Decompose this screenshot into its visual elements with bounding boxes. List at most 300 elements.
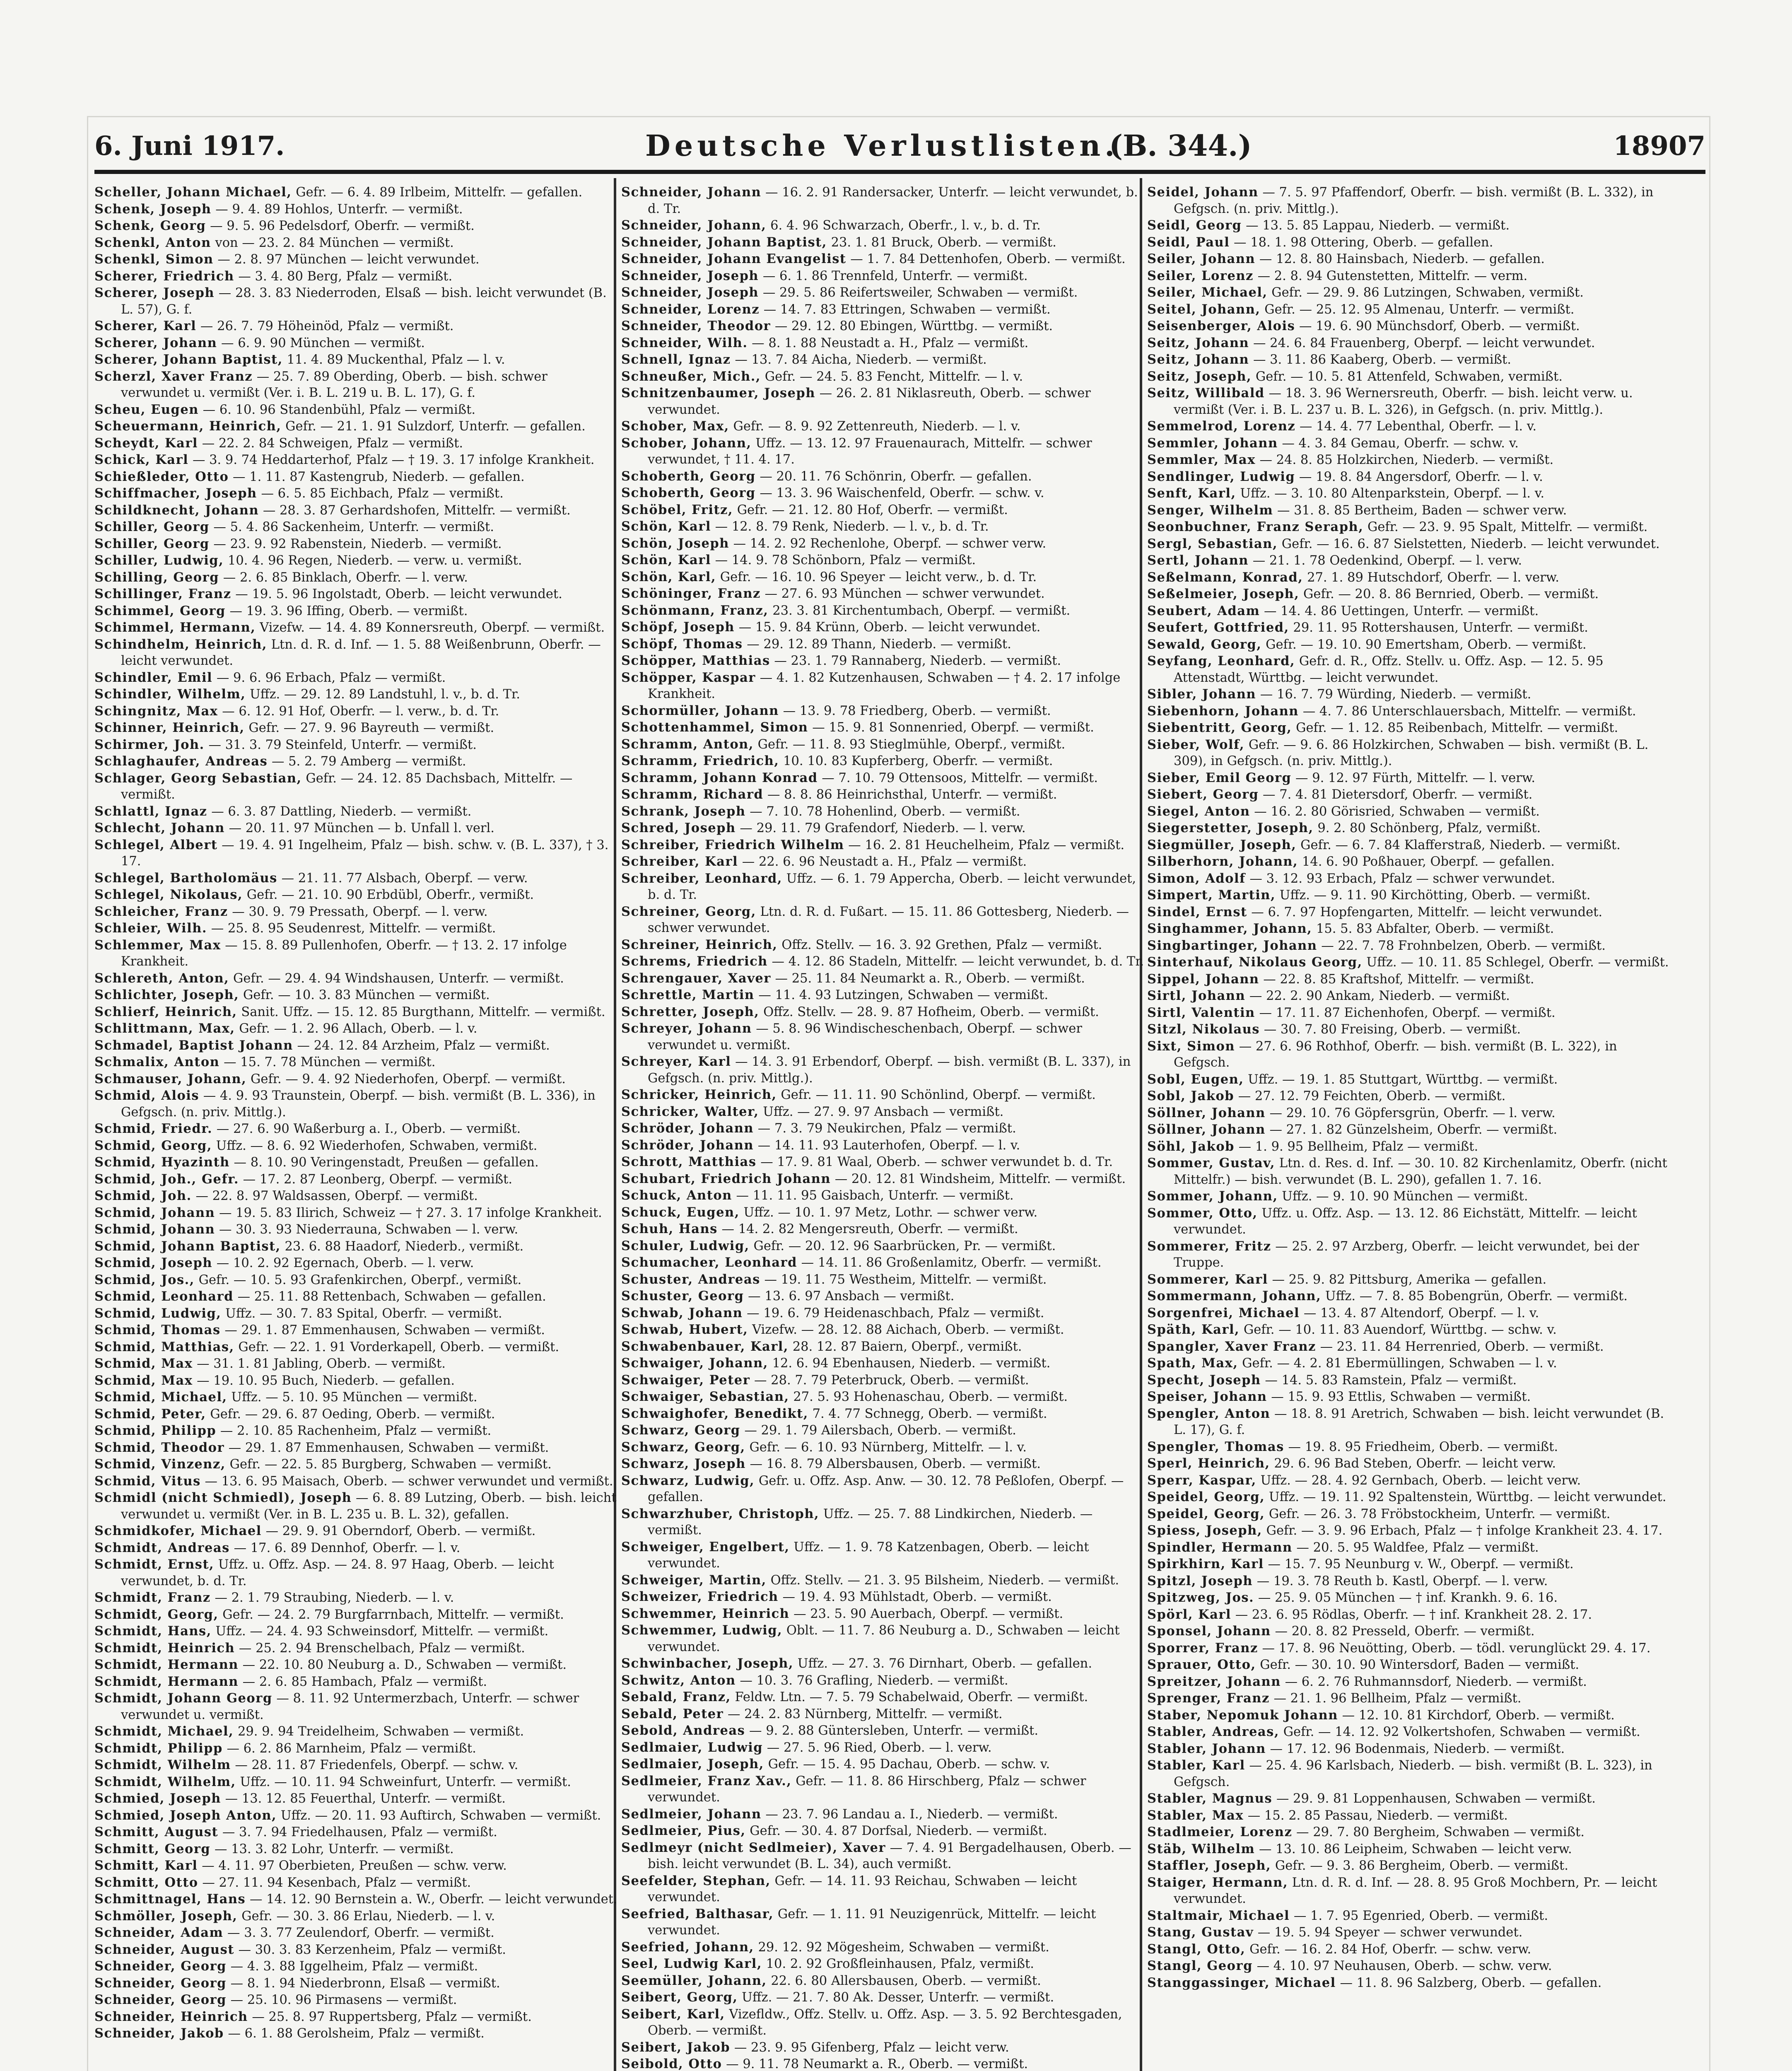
entry-details: — 4. 3. 88 Iggelheim, Pfalz — vermißt. (230, 1959, 478, 1974)
entry-details: — 20. 11. 97 München — b. Unfall l. verl. (229, 821, 494, 835)
casualty-entry (621, 485, 1145, 502)
entry-details: — 22. 7. 78 Frohnbelzen, Oberb. — vermißt. (1321, 938, 1606, 953)
casualty-entry (94, 1406, 618, 1423)
entry-name: Spangler, Xaver Franz (1147, 1339, 1316, 1354)
entry-details: — 23. 7. 96 Landau a. I., Niederb. — vermißt. (765, 1807, 1058, 1822)
entry-details: Gefr. — 16. 6. 87 Sielstetten, Niederb. — leicht verwundet. (1281, 536, 1660, 551)
entry-details: Gefr. — 14. 12. 92 Volkertshofen, Schwaben — vermißt. (1283, 1725, 1640, 1739)
casualty-entry (94, 251, 618, 268)
entry-name: Schwab, Hubert, (621, 1322, 748, 1337)
entry-details: — 30. 3. 83 Kerzenheim, Pfalz — vermißt. (238, 1942, 506, 1957)
entry-details: Gefr. — 11. 8. 86 Hirschberg, Pfalz — schwer verwundet. (648, 1774, 1086, 1805)
entry-name: Siegerstetter, Joseph, (1147, 821, 1314, 835)
entry-details: — 15. 8. 89 Pullenhofen, Oberfr. — † 13. 2. 17 infolge Krankheit. (121, 938, 567, 969)
entry-name: Schretter, Joseph, (621, 1004, 760, 1019)
entry-details: — 14. 12. 90 Bernstein a. W., Oberfr. — leicht verwundet. (249, 1892, 617, 1907)
casualty-entry (1147, 1205, 1671, 1238)
entry-name: Schlittmann, Max, (94, 1021, 235, 1036)
entry-name: Schwemmer, Ludwig, (621, 1623, 783, 1638)
casualty-entry (621, 1004, 1145, 1021)
casualty-entry (1147, 234, 1671, 251)
entry-name: Schneider, Heinrich (94, 2009, 248, 2024)
casualty-entry (94, 737, 618, 753)
casualty-entry (1147, 1607, 1671, 1623)
casualty-entry (1147, 1339, 1671, 1355)
entry-name: Schmauser, Johann, (94, 1071, 247, 1086)
casualty-entry (621, 1104, 1145, 1120)
entry-name: Schwitz, Anton (621, 1673, 736, 1688)
entry-details: — 18. 8. 91 Aretrich, Schwaben — bish. leicht verwundet (B. L. 17), G. f. (1174, 1406, 1664, 1437)
casualty-entry (1147, 1355, 1671, 1372)
casualty-entry (94, 1858, 618, 1874)
entry-details: Gefr. — 6. 7. 84 Klafferstraß, Niederb. — vermißt. (1300, 838, 1621, 852)
entry-details: Uffz. — 19. 1. 85 Stuttgart, Württbg. — vermißt. (1248, 1072, 1558, 1087)
entry-name: Schmidt, Philipp (94, 1740, 223, 1756)
entry-details: — 13. 9. 78 Friedberg, Oberb. — vermißt. (783, 703, 1051, 718)
entry-name: Schwarz, Georg (621, 1423, 740, 1438)
entry-details: Gefr. — 6. 4. 89 Irlbeim, Mittelfr. — gefallen. (296, 185, 583, 200)
entry-details: — 21. 1. 78 Oedenkind, Oberpf. — l. verw. (1252, 553, 1522, 568)
entry-name: Schneider, Wilh. (621, 335, 748, 350)
casualty-entry (1147, 1924, 1671, 1941)
entry-details: — 19. 5. 96 Ingolstadt, Oberb. — leicht verwundet. (235, 587, 562, 601)
casualty-entry (621, 435, 1145, 468)
entry-details: — 29. 7. 80 Bergheim, Schwaben — vermißt. (1296, 1825, 1585, 1839)
casualty-entry (1147, 1958, 1671, 1974)
casualty-entry (621, 385, 1145, 418)
entry-details: — 10. 2. 92 Egernach, Oberb. — l. verw. (216, 1256, 474, 1270)
entry-name: Schrott, Matthias (621, 1154, 757, 1169)
entry-details: — 15. 9. 81 Sonnenried, Oberpf. — vermißt. (812, 720, 1094, 735)
casualty-entry (94, 1356, 618, 1372)
entry-name: Schramm, Johann Konrad (621, 770, 818, 785)
entry-name: Schreiber, Leonhard, (621, 871, 782, 886)
casualty-entry (1147, 1523, 1671, 1539)
entry-name: Schmidt, Michael, (94, 1724, 234, 1739)
entry-name: Schiller, Georg (94, 536, 210, 551)
entry-details: — 7. 4. 81 Dietersdorf, Oberfr. — vermißt. (1263, 787, 1533, 802)
casualty-entry (94, 670, 618, 686)
entry-name: Seitz, Johann (1147, 352, 1249, 367)
entry-name: Schmidt, Johann Georg (94, 1691, 273, 1706)
casualty-entry (621, 1989, 1145, 2006)
casualty-entry (621, 2056, 1145, 2071)
entry-name: Senft, Karl, (1147, 486, 1236, 501)
entry-details: 23. 1. 81 Bruck, Oberb. — vermißt. (831, 235, 1056, 250)
casualty-entry (1147, 485, 1671, 502)
entry-details: Gefr. — 10. 3. 83 München — vermißt. (243, 988, 490, 1002)
entry-name: Schumacher, Leonhard (621, 1255, 797, 1270)
entry-details: Uffz. — 13. 12. 97 Frauenaurach, Mittelfr. — schwer verwundet, † 11. 4. 17. (648, 436, 1092, 467)
entry-details: — 7. 3. 79 Neukirchen, Pfalz — vermißt. (757, 1121, 1016, 1136)
entry-name: Schmid, Peter, (94, 1406, 206, 1422)
entry-details: — 4. 10. 97 Neuhausen, Oberb. — schw. verw. (1257, 1959, 1552, 1973)
casualty-entry (94, 1038, 618, 1054)
entry-name: Sobl, Eugen, (1147, 1072, 1244, 1087)
entry-details: — 12. 8. 79 Renk, Niederb. — l. v., b. d. Tr. (715, 519, 989, 534)
casualty-entry (621, 318, 1145, 335)
entry-details: — 2. 6. 85 Binklach, Oberfr. — l. verw. (223, 570, 468, 585)
casualty-entry (94, 920, 618, 937)
entry-name: Schneider, August (94, 1942, 234, 1957)
entry-details: Gefr. — 11. 8. 93 Stieglmühle, Oberpf., vermißt. (757, 737, 1066, 752)
casualty-entry (1147, 1072, 1671, 1088)
entry-details: — 22. 2. 84 Schweigen, Pfalz — vermißt. (202, 436, 463, 451)
entry-name: Sieber, Emil Georg (1147, 770, 1292, 785)
casualty-entry (621, 2040, 1145, 2056)
entry-name: Sperr, Kaspar, (1147, 1472, 1257, 1488)
entry-details: — 27. 6. 96 Rothhof, Oberfr. — bish. vermißt (B. L. 322), in Gefgsch. (1174, 1039, 1617, 1070)
entry-details: — 20. 5. 95 Waldfee, Pfalz — vermißt. (1296, 1540, 1539, 1555)
entry-details: — 30. 7. 80 Freising, Oberb. — vermißt. (1264, 1022, 1521, 1037)
entry-details: — 19. 5. 94 Speyer — schwer verwundet. (1257, 1925, 1523, 1940)
entry-details: — 19. 4. 91 Ingelheim, Pfalz — bish. schw. v. (B. L. 337), † 3. 17. (121, 838, 609, 869)
casualty-entry (621, 1389, 1145, 1405)
casualty-entry (1147, 318, 1671, 335)
casualty-entry (621, 970, 1145, 987)
entry-name: Semmelrod, Lorenz (1147, 419, 1296, 434)
casualty-entry (94, 218, 618, 234)
casualty-entry (94, 352, 618, 368)
entry-name: Schwemmer, Heinrich (621, 1606, 790, 1621)
entry-details: — 11. 8. 96 Salzberg, Oberb. — gefallen. (1340, 1975, 1602, 1990)
entry-name: Schneider, Georg (94, 1959, 227, 1974)
entry-details: — 3. 4. 80 Berg, Pfalz — vermißt. (238, 269, 453, 284)
entry-name: Simon, Adolf (1147, 871, 1246, 886)
entry-details: — 11. 11. 95 Gaisbach, Unterfr. — vermißt. (736, 1188, 1014, 1203)
entry-details: — 25. 9. 05 München — † inf. Krankh. 9. 6. 16. (1258, 1591, 1558, 1605)
entry-name: Schramm, Richard (621, 787, 764, 802)
entry-details: Uffz. — 5. 10. 95 München — vermißt. (231, 1390, 478, 1405)
entry-details: — 9. 5. 96 Pedelsdorf, Oberfr. — vermißt. (210, 219, 475, 233)
entry-details: — 29. 10. 76 Göpfersgrün, Oberfr. — l. verw. (1269, 1105, 1556, 1120)
casualty-entry (1147, 1139, 1671, 1155)
entry-details: Uffz. — 25. 7. 88 Lindkirchen, Niederb. — vermißt. (648, 1506, 1093, 1538)
casualty-entry (94, 1891, 618, 1908)
casualty-entry (621, 1154, 1145, 1171)
entry-details: — 14. 11. 93 Lauterhofen, Oberpf. — l. v. (757, 1138, 1020, 1153)
entry-details: Gefr. — 20. 12. 96 Saarbrücken, Pr. — vermißt. (753, 1238, 1056, 1253)
casualty-entry (621, 335, 1145, 352)
entry-details: — 23. 6. 95 Rödlas, Oberfr. — † inf. Krankheit 28. 2. 17. (1235, 1607, 1592, 1622)
entry-details: — 23. 1. 79 Rannaberg, Niederb. — vermißt. (774, 654, 1061, 668)
casualty-entry (94, 1289, 618, 1305)
casualty-entry (94, 1054, 618, 1071)
entry-name: Sponsel, Johann (1147, 1624, 1271, 1639)
entry-details: — 2. 8. 97 München — leicht verwundet. (217, 252, 480, 267)
casualty-entry (1147, 1088, 1671, 1105)
entry-name: Seitel, Johann, (1147, 302, 1261, 317)
entry-name: Schmidt, Heinrich (94, 1640, 235, 1656)
entry-name: Schreyer, Johann (621, 1021, 752, 1036)
casualty-entry (94, 1088, 618, 1120)
casualty-entry (621, 369, 1145, 385)
entry-name: Schrengauer, Xaver (621, 970, 771, 986)
casualty-entry (1147, 1389, 1671, 1405)
casualty-entry (1147, 1841, 1671, 1858)
casualty-entry (1147, 737, 1671, 770)
casualty-entry (621, 1656, 1145, 1672)
casualty-entry (621, 418, 1145, 435)
entry-details: — 5. 8. 96 Windischeschenbach, Oberpf. — schwer verwundet u. vermißt. (648, 1021, 1082, 1052)
entry-name: Sedlmaier, Joseph, (621, 1757, 764, 1772)
entry-name: Schmidt, Ernst, (94, 1557, 215, 1572)
entry-name: Sommerer, Karl (1147, 1272, 1268, 1287)
casualty-entry (94, 485, 618, 502)
entry-name: Schmidt, Georg, (94, 1607, 219, 1622)
casualty-entry (1147, 1707, 1671, 1724)
entry-details: — 9. 12. 97 Fürth, Mittelfr. — l. verw. (1295, 770, 1536, 785)
entry-name: Scherer, Karl (94, 319, 197, 333)
entry-name: Schoberth, Georg (621, 468, 756, 484)
entry-name: Söllner, Johann (1147, 1122, 1266, 1137)
entry-name: Schenkl, Simon (94, 252, 214, 267)
casualty-entry (1147, 1406, 1671, 1439)
entry-name: Sommerer, Fritz (1147, 1238, 1271, 1254)
casualty-entry (621, 1137, 1145, 1154)
casualty-entry (1147, 1808, 1671, 1824)
entry-details: Uffz. — 24. 4. 93 Schweinsdorf, Mittelfr. — vermißt. (215, 1624, 549, 1639)
entry-name: Schmöller, Joseph, (94, 1908, 238, 1924)
entry-name: Schmid, Friedr. (94, 1121, 213, 1136)
entry-name: Schlegel, Nikolaus, (94, 887, 243, 902)
entry-name: Staltmair, Michael (1147, 1908, 1290, 1923)
entry-name: Sindel, Ernst (1147, 904, 1247, 920)
entry-details: — 1. 7. 84 Dettenhofen, Oberb. — vermißt. (850, 252, 1126, 266)
entry-name: Schottenhammel, Simon (621, 720, 808, 735)
entry-details: Gefr. — 9. 6. 86 Holzkirchen, Schwaben — bish. vermißt (B. L. 309), in Gefgsch. (n. priv. Mittlg.). (1174, 737, 1649, 768)
entry-name: Seßelmann, Konrad, (1147, 570, 1303, 585)
entry-name: Sebald, Franz, (621, 1690, 731, 1704)
entry-details: — 6. 1. 88 Gerolsheim, Pfalz — vermißt. (228, 2026, 485, 2041)
casualty-entry (94, 1004, 618, 1021)
casualty-entry (1147, 385, 1671, 418)
entry-details: 23. 3. 81 Kirchentumbach, Oberpf. — vermißt. (772, 603, 1071, 618)
entry-name: Schricker, Heinrich, (621, 1087, 777, 1102)
entry-details: Oblt. — 11. 7. 86 Neuburg a. D., Schwaben — leicht verwundet. (648, 1623, 1120, 1654)
casualty-entry (94, 1640, 618, 1657)
casualty-entry (621, 1021, 1145, 1053)
entry-name: Schleier, Wilh. (94, 921, 207, 936)
entry-details: — 5. 4. 86 Sackenheim, Unterfr. — vermißt. (213, 520, 494, 534)
entry-details: — 16. 2. 81 Heuchelheim, Pfalz — vermißt. (848, 838, 1125, 852)
casualty-entry (1147, 1573, 1671, 1590)
casualty-entry (621, 670, 1145, 702)
entry-details: Ltn. d. R. d. Inf. — 28. 8. 95 Groß Mochbern, Pr. — leicht verwundet. (1174, 1875, 1657, 1906)
entry-name: Seibold, Otto (621, 2057, 722, 2071)
entry-name: Schiffmacher, Joseph (94, 486, 257, 501)
casualty-entry (94, 753, 618, 770)
entry-details: Gefr. — 21. 1. 91 Sulzdorf, Unterfr. — gefallen. (285, 419, 586, 434)
casualty-entry (621, 1906, 1145, 1939)
entry-name: Sprenger, Franz (1147, 1691, 1270, 1706)
entry-details: — 25. 2. 94 Brenschelbach, Pfalz — vermißt. (239, 1641, 525, 1656)
entry-name: Schimmel, Georg (94, 603, 226, 618)
entry-details: — 17. 6. 89 Dennhof, Oberfr. — l. v. (234, 1540, 461, 1555)
entry-name: Schmidt, Hermann (94, 1674, 239, 1689)
casualty-entry (621, 1689, 1145, 1706)
entry-name: Schiller, Georg (94, 519, 210, 534)
casualty-entry (94, 870, 618, 887)
entry-name: Schindler, Wilhelm, (94, 687, 246, 702)
entry-details: — 7. 10. 78 Hohenlind, Oberb. — vermißt. (750, 804, 1020, 819)
entry-name: Simpert, Martin, (1147, 888, 1276, 903)
casualty-entry (1147, 804, 1671, 820)
casualty-entry (621, 787, 1145, 803)
entry-details: Gefr. — 30. 10. 90 Wintersdorf, Baden — vermißt. (1260, 1658, 1580, 1672)
entry-details: — 29. 11. 79 Grafendorf, Niederb. — l. verw. (740, 821, 1026, 835)
entry-name: Schmid, Max (94, 1356, 193, 1371)
entry-name: Stabler, Andreas, (1147, 1724, 1279, 1739)
entry-name: Söllner, Johann (1147, 1105, 1266, 1120)
entry-name: Schmid, Johann (94, 1222, 215, 1237)
entry-details: — 23. 9. 92 Rabenstein, Niederb. — vermißt. (213, 536, 502, 551)
entry-name: Sergl, Sebastian, (1147, 536, 1278, 551)
entry-name: Schlierf, Heinrich, (94, 1004, 237, 1019)
entry-name: Schwarz, Joseph (621, 1456, 746, 1471)
entry-name: Speidel, Georg, (1147, 1489, 1265, 1504)
casualty-entry (94, 1490, 618, 1523)
casualty-entry (94, 1808, 618, 1824)
casualty-entry (621, 703, 1145, 719)
casualty-entry (94, 1942, 618, 1958)
casualty-entry (621, 1372, 1145, 1389)
entry-name: Schneider, Georg (94, 1992, 227, 2007)
entry-details: Gefr. — 1. 12. 85 Reibenbach, Mittelfr. — vermißt. (1296, 721, 1618, 735)
entry-details: — 22. 8. 85 Kraftshof, Mittelfr. — vermißt. (1263, 972, 1534, 987)
entry-name: Schlager, Georg Sebastian, (94, 770, 302, 786)
casualty-entry (1147, 971, 1671, 988)
entry-details: — 31. 3. 79 Steinfeld, Unterfr. — vermißt. (208, 737, 477, 752)
entry-details: Gefr. — 11. 11. 90 Schönlind, Oberpf. — vermißt. (781, 1088, 1096, 1102)
casualty-entry (1147, 302, 1671, 318)
casualty-entry (94, 1557, 618, 1589)
header-title: Deutsche Verlustlisten. (645, 128, 1119, 163)
entry-name: Schreiber, Friedrich Wilhelm (621, 837, 844, 852)
entry-details: — 15. 9. 93 Ettlis, Schwaben — vermißt. (1271, 1390, 1531, 1404)
casualty-entry (1147, 1288, 1671, 1305)
casualty-entry (621, 854, 1145, 870)
entry-details: — 27. 6. 90 Waßerburg a. I., Oberb. — vermißt. (216, 1122, 521, 1136)
casualty-entry (94, 1908, 618, 1925)
entry-name: Schlaghaufer, Andreas (94, 754, 268, 769)
entry-name: Spiess, Joseph, (1147, 1523, 1262, 1538)
entry-details: — 19. 8. 84 Angersdorf, Oberfr. — l. v. (1299, 469, 1543, 484)
entry-details: — 29. 12. 89 Thann, Niederb. — vermißt. (747, 637, 1011, 652)
casualty-entry (621, 1840, 1145, 1873)
entry-details: — 24. 12. 84 Arzheim, Pfalz — vermißt. (297, 1038, 550, 1053)
casualty-entry (1147, 770, 1671, 787)
entry-name: Staffler, Joseph, (1147, 1858, 1271, 1873)
entry-details: — 31. 8. 85 Bertheim, Baden — schwer verw. (1277, 503, 1567, 518)
entry-details: — 29. 9. 81 Loppenhausen, Schwaben — vermißt. (1276, 1791, 1596, 1806)
entry-details: Uffz. — 9. 11. 90 Kirchötting, Oberb. — vermißt. (1279, 888, 1591, 903)
entry-name: Schmid, Leonhard (94, 1289, 234, 1304)
entry-details: Gefr. — 10. 5. 81 Attenfeld, Schwaben, vermißt. (1255, 369, 1563, 384)
casualty-entry (94, 987, 618, 1004)
entry-details: Vizefw. — 28. 12. 88 Aichach, Oberb. — vermißt. (752, 1323, 1064, 1337)
entry-name: Schuck, Anton (621, 1188, 732, 1203)
entry-name: Schindler, Emil (94, 670, 213, 685)
casualty-entry (621, 736, 1145, 753)
entry-name: Seitz, Joseph, (1147, 369, 1252, 384)
casualty-entry (621, 217, 1145, 234)
entry-details: — 14. 5. 83 Ramstein, Pfalz — vermißt. (1265, 1373, 1517, 1388)
entry-details: Gefr. — 22. 5. 85 Burgberg, Schwaben — vermißt. (229, 1457, 552, 1472)
entry-details: — 6. 1. 86 Trennfeld, Unterfr. — vermißt. (762, 268, 1028, 283)
entry-details: — 7. 4. 91 Bergadelhausen, Oberb. — bish. leicht verwundet (B. L. 34), auch vermißt. (648, 1840, 1131, 1871)
entry-name: Schmid, Vinzenz, (94, 1457, 226, 1472)
casualty-entry (1147, 251, 1671, 268)
entry-details: — 6. 2. 76 Ruhmannsdorf, Niederb. — vermißt. (1285, 1674, 1587, 1689)
entry-details: — 1. 7. 95 Egenried, Oberb. — vermißt. (1293, 1908, 1548, 1923)
entry-details: — 29. 5. 86 Reifertsweiler, Schwaben — vermißt. (762, 285, 1078, 300)
entry-details: Gefr. — 22. 1. 91 Vorderkapell, Oberb. — vermißt. (238, 1340, 560, 1354)
entry-details: Gefr. — 8. 9. 92 Zettenreuth, Niederb. — l. v. (733, 419, 1021, 434)
entry-name: Sedlmaier, Ludwig (621, 1740, 763, 1755)
casualty-entry (94, 837, 618, 870)
entry-name: Spengler, Anton (1147, 1406, 1271, 1421)
casualty-entry (1147, 1674, 1671, 1690)
casualty-entry (621, 1806, 1145, 1823)
entry-name: Schillinger, Franz (94, 587, 232, 601)
entry-details: Gefr. — 3. 9. 96 Erbach, Pfalz — † infolge Krankheit 23. 4. 17. (1266, 1523, 1663, 1538)
entry-details: Ltn. d. R. d. Fußart. — 15. 11. 86 Gottesberg, Niederb. — schwer verwundet. (648, 904, 1129, 935)
entry-name: Seonbuchner, Franz Seraph, (1147, 519, 1364, 534)
entry-details: Gefr. — 1. 11. 91 Neuzigenrück, Mittelfr. — leicht verwundet. (648, 1907, 1096, 1938)
entry-name: Sirtl, Johann (1147, 988, 1246, 1003)
entry-name: Schneider, Jakob (94, 2026, 224, 2041)
entry-name: Seel, Ludwig Karl, (621, 1956, 762, 1971)
casualty-entry (94, 1875, 618, 1891)
casualty-entry (94, 1590, 618, 1606)
casualty-entry (621, 937, 1145, 953)
entry-name: Seitz, Willibald (1147, 386, 1265, 401)
entry-name: Specht, Joseph (1147, 1372, 1261, 1388)
entry-name: Seitz, Johann (1147, 335, 1249, 350)
casualty-entry (94, 1021, 618, 1037)
entry-name: Stabler, Max (1147, 1808, 1244, 1823)
entry-details: — 15. 2. 85 Passau, Niederb. — vermißt. (1247, 1808, 1508, 1823)
entry-details: — 23. 9. 95 Gifenberg, Pfalz — leicht verw. (734, 2040, 1009, 2055)
entry-name: Schober, Johann, (621, 435, 752, 451)
entry-details: Gefr. — 19. 10. 90 Emertsham, Oberb. — vermißt. (1266, 637, 1587, 652)
casualty-entry (621, 653, 1145, 669)
casualty-entry (621, 1606, 1145, 1622)
entry-details: — 28. 11. 87 Friedenfels, Oberpf. — schw. v. (235, 1758, 519, 1772)
casualty-entry (94, 804, 618, 820)
entry-name: Sieber, Wolf, (1147, 737, 1245, 752)
casualty-entry (621, 1305, 1145, 1322)
entry-details: — 12. 8. 80 Hainsbach, Niederb. — gefallen. (1259, 252, 1545, 266)
casualty-entry (94, 1925, 618, 1941)
casualty-entry (94, 235, 618, 251)
casualty-entry (94, 1774, 618, 1791)
casualty-entry (621, 519, 1145, 535)
casualty-entry (621, 586, 1145, 602)
entry-name: Schwaiger, Sebastian, (621, 1389, 789, 1404)
entry-details: Gefr. — 26. 3. 78 Fröbstockheim, Unterfr. — vermißt. (1269, 1506, 1611, 1521)
casualty-entry (1147, 352, 1671, 368)
casualty-entry (621, 1589, 1145, 1605)
entry-details: Uffz. — 27. 9. 97 Ansbach — vermißt. (763, 1104, 1004, 1119)
entry-details: — 14. 2. 92 Rechenlohe, Oberpf. — schwer verw. (733, 536, 1047, 551)
entry-details: — 4. 1. 82 Kutzenhausen, Schwaben — † 4. 2. 17 infolge Krankheit. (648, 670, 1121, 701)
entry-name: Schmidkofer, Michael (94, 1523, 262, 1538)
casualty-entry (94, 1740, 618, 1757)
entry-details: — 27. 11. 94 Kesenbach, Pfalz — vermißt. (202, 1875, 471, 1890)
entry-details: — 2. 6. 85 Hambach, Pfalz — vermißt. (242, 1674, 487, 1689)
